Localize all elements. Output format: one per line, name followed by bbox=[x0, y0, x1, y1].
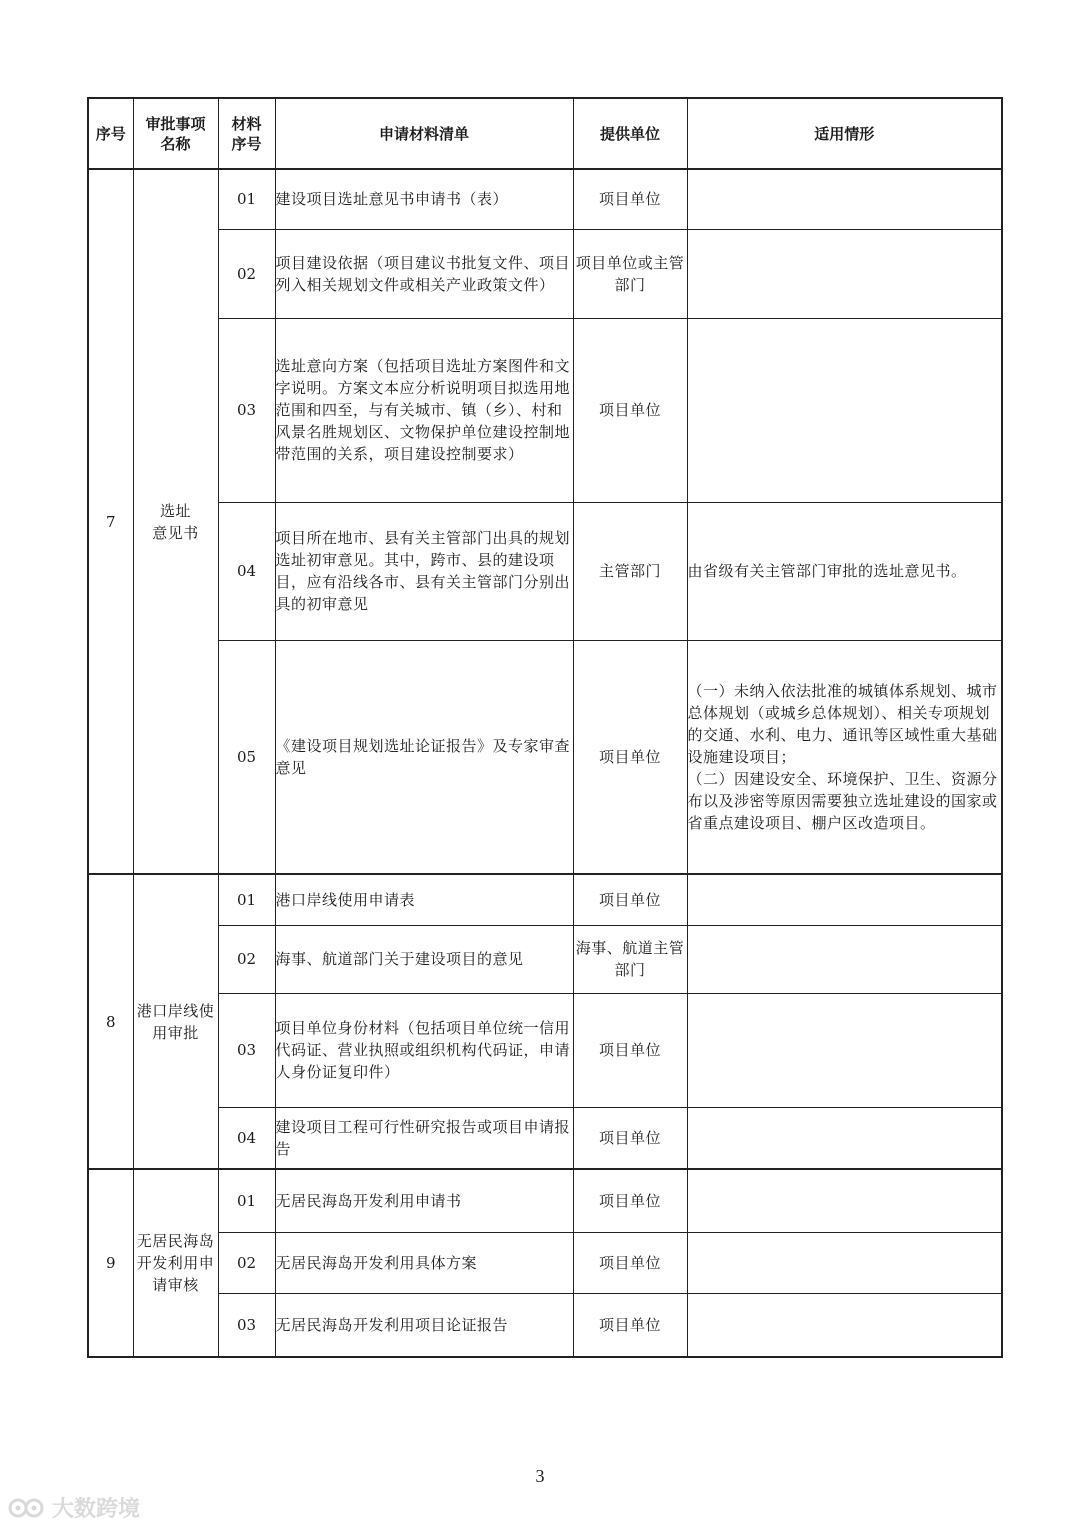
condition-text: 由省级有关主管部门审批的选址意见书。 bbox=[687, 502, 1002, 640]
table-row bbox=[88, 1107, 1002, 1169]
provider-text: 项目单位 bbox=[573, 1107, 687, 1169]
condition-text bbox=[687, 874, 1002, 925]
header-material-seq: 材料 序号 bbox=[218, 98, 275, 169]
table-row bbox=[88, 1232, 1002, 1293]
header-item-name: 审批事项 名称 bbox=[133, 98, 218, 169]
material-text: 选址意向方案（包括项目选址方案图件和文字说明。方案文本应分析说明项目拟选用地范围和四至，与有关城市、镇（乡）、村和风景名胜规划区、文物保护单位建设控制地带范围的关系，项目建设控制要求） bbox=[275, 318, 573, 502]
provider-text: 主管部门 bbox=[573, 502, 687, 640]
material-no: 03 bbox=[218, 993, 275, 1107]
material-no: 03 bbox=[218, 1293, 275, 1357]
condition-text bbox=[687, 1107, 1002, 1169]
provider-text: 项目单位 bbox=[573, 1232, 687, 1293]
material-no: 01 bbox=[218, 1169, 275, 1232]
material-text: 无居民海岛开发利用项目论证报告 bbox=[275, 1293, 573, 1357]
provider-text: 项目单位 bbox=[573, 1293, 687, 1357]
condition-text bbox=[687, 1293, 1002, 1357]
table-row bbox=[88, 925, 1002, 993]
material-text: 项目所在地市、县有关主管部门出具的规划选址初审意见。其中，跨市、县的建设项目，应有沿线各市、县有关主管部门分别出具的初审意见 bbox=[275, 502, 573, 640]
watermark-logo-icon bbox=[8, 1495, 46, 1521]
provider-text: 项目单位 bbox=[573, 318, 687, 502]
header-row bbox=[88, 98, 1002, 169]
table-row bbox=[88, 502, 1002, 640]
provider-text: 项目单位或主管部门 bbox=[573, 229, 687, 318]
approval-materials-table bbox=[87, 97, 1003, 1358]
header-seq: 序号 bbox=[88, 98, 133, 169]
material-text: 建设项目选址意见书申请书（表） bbox=[275, 169, 573, 229]
material-text: 港口岸线使用申请表 bbox=[275, 874, 573, 925]
table-row bbox=[88, 874, 1002, 925]
material-no: 03 bbox=[218, 318, 275, 502]
material-text: 《建设项目规划选址论证报告》及专家审查意见 bbox=[275, 640, 573, 874]
material-no: 02 bbox=[218, 925, 275, 993]
table-row bbox=[88, 1169, 1002, 1232]
condition-text: （一）未纳入依法批准的城镇体系规划、城市总体规划（或城乡总体规划）、相关专项规划的交通、水利、电力、通讯等区域性重大基础设施建设项目； （二）因建设安全、环境保护、卫生、资源分布以及涉密等原因需要独立选址建设的国家或省重点建设项目、棚户区改造项目。 bbox=[687, 640, 1002, 874]
provider-text: 项目单位 bbox=[573, 993, 687, 1107]
table-row bbox=[88, 229, 1002, 318]
group-seq: 7 bbox=[88, 169, 133, 874]
material-no: 04 bbox=[218, 1107, 275, 1169]
page-number: 3 bbox=[535, 1466, 545, 1486]
provider-text: 海事、航道主管部门 bbox=[573, 925, 687, 993]
header-materials: 申请材料清单 bbox=[275, 98, 573, 169]
condition-text bbox=[687, 318, 1002, 502]
material-no: 02 bbox=[218, 229, 275, 318]
header-provider: 提供单位 bbox=[573, 98, 687, 169]
watermark-text: 大数跨境 bbox=[52, 1497, 141, 1522]
condition-text bbox=[687, 1169, 1002, 1232]
condition-text bbox=[687, 925, 1002, 993]
material-no: 05 bbox=[218, 640, 275, 874]
material-text: 项目建设依据（项目建议书批复文件、项目列入相关规划文件或相关产业政策文件） bbox=[275, 229, 573, 318]
material-no: 01 bbox=[218, 169, 275, 229]
provider-text: 项目单位 bbox=[573, 169, 687, 229]
material-no: 02 bbox=[218, 1232, 275, 1293]
group-name: 选址 意见书 bbox=[133, 169, 218, 874]
table-row bbox=[88, 318, 1002, 502]
group-name: 无居民海岛开发利用申请审核 bbox=[133, 1169, 218, 1357]
material-text: 无居民海岛开发利用具体方案 bbox=[275, 1232, 573, 1293]
material-text: 项目单位身份材料（包括项目单位统一信用代码证、营业执照或组织机构代码证，申请人身份证复印件） bbox=[275, 993, 573, 1107]
group-name: 港口岸线使用审批 bbox=[133, 874, 218, 1169]
header-condition: 适用情形 bbox=[687, 98, 1002, 169]
provider-text: 项目单位 bbox=[573, 1169, 687, 1232]
table-row bbox=[88, 1293, 1002, 1357]
material-no: 01 bbox=[218, 874, 275, 925]
watermark bbox=[8, 1492, 140, 1523]
material-no: 04 bbox=[218, 502, 275, 640]
table-row bbox=[88, 993, 1002, 1107]
condition-text bbox=[687, 993, 1002, 1107]
material-text: 建设项目工程可行性研究报告或项目申请报告 bbox=[275, 1107, 573, 1169]
material-text: 海事、航道部门关于建设项目的意见 bbox=[275, 925, 573, 993]
condition-text bbox=[687, 169, 1002, 229]
material-text: 无居民海岛开发利用申请书 bbox=[275, 1169, 573, 1232]
table-row bbox=[88, 169, 1002, 229]
group-seq: 8 bbox=[88, 874, 133, 1169]
group-seq: 9 bbox=[88, 1169, 133, 1357]
table-row bbox=[88, 640, 1002, 874]
condition-text bbox=[687, 1232, 1002, 1293]
provider-text: 项目单位 bbox=[573, 640, 687, 874]
provider-text: 项目单位 bbox=[573, 874, 687, 925]
condition-text bbox=[687, 229, 1002, 318]
